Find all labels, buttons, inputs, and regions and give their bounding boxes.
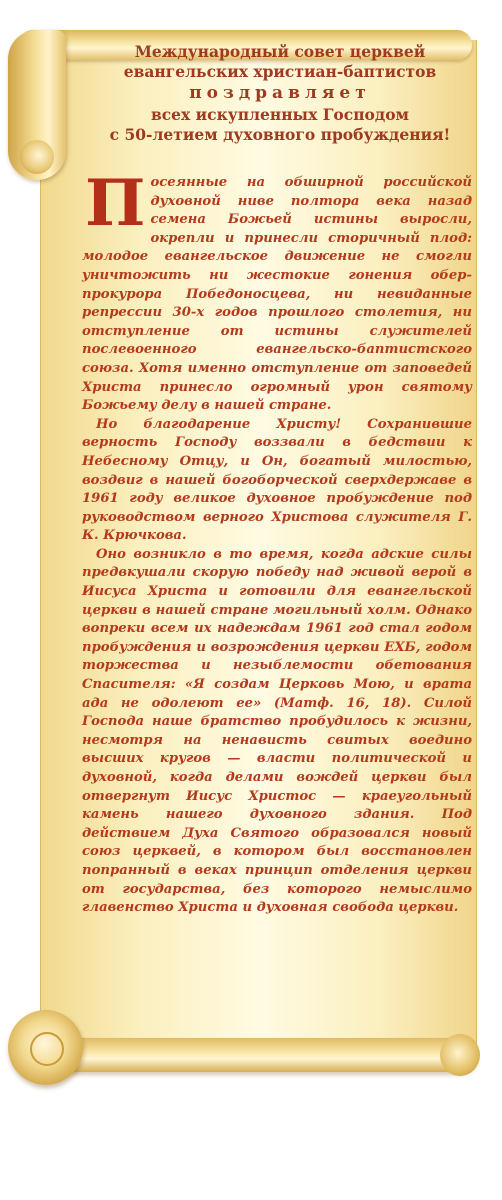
scroll-bottom-right-curl [440,1034,480,1076]
heading-line-1: Международный совет церквей [134,42,426,61]
scroll-bottom-left-curl [8,1010,83,1085]
heading-line-2: евангельских христиан-баптистов [123,62,437,81]
scroll-top-curl [8,30,66,180]
greeting-body [82,166,472,918]
heading-congratulates: поздравляет [189,83,371,103]
heading-line-3: всех искупленных Господом [150,105,410,124]
body-paragraph-2: Но благодарение Христу! Сохранившие верность Господу воззвали в бедствии к Небесному Отцу, и Он, богатый милостью, воздвиг в нашей богоборческой сверхдержаве в 1961 году великое духовное пробуждение под руководством верного Христова служителя Г. К. Крючкова. [82,416,472,544]
body-paragraph-1-text: осеянные на обширной российской духовной ниве полтора века назад семена Божьей истины выросли, окрепли и принесли сторичный плод: молодое евангельское движение не смогли уничтожить ни жестокие гонения обер-прокурора Победоносцева, ни невиданные репрессии 30-х годов прошлого столетия, ни отступление от истины служителей послевоенного евангельско-баптистского союза. Хотя именно отступление от заповедей Христа принесло огромный урон святому Божьему делу в нашей стране. [82,175,472,414]
greeting-heading [90,42,470,145]
scroll-bottom-roll [22,1038,477,1072]
heading-line-4: с 50-летием духовного пробуждения! [109,125,451,144]
body-paragraph-3: Оно возникло в то время, когда адские силы предвкушали скорую победу над живой верой в Иисуса Христа и готовили для евангельской церкви в нашей стране могильный холм. Однако вопреки всем их надеждам 1961 год стал годом пробуждения и возрождения церкви ЕХБ, годом торжества и незыблемости обетования Спасителя: «Я создам Церковь Мою, и врата ада не одолеют ее» (Матф. 16, 18). Силой Господа наше братство пробудилось к жизни, несмотря на ненависть свитых воедино высших кругов — власти политической и духовной, когда делами вождей церкви был отвергнут Иисус Христос — краеугольный камень нашего духовного здания. Под действием Духа Святого образовался новый союз церквей, в котором был восстановлен попранный в веках принцип отделения церкви от государства, без которого немыслимо главенство Христа и духовная свобода церкви. [82,546,472,916]
drop-cap-letter: П [85,166,146,241]
body-paragraph-1 [82,166,472,416]
